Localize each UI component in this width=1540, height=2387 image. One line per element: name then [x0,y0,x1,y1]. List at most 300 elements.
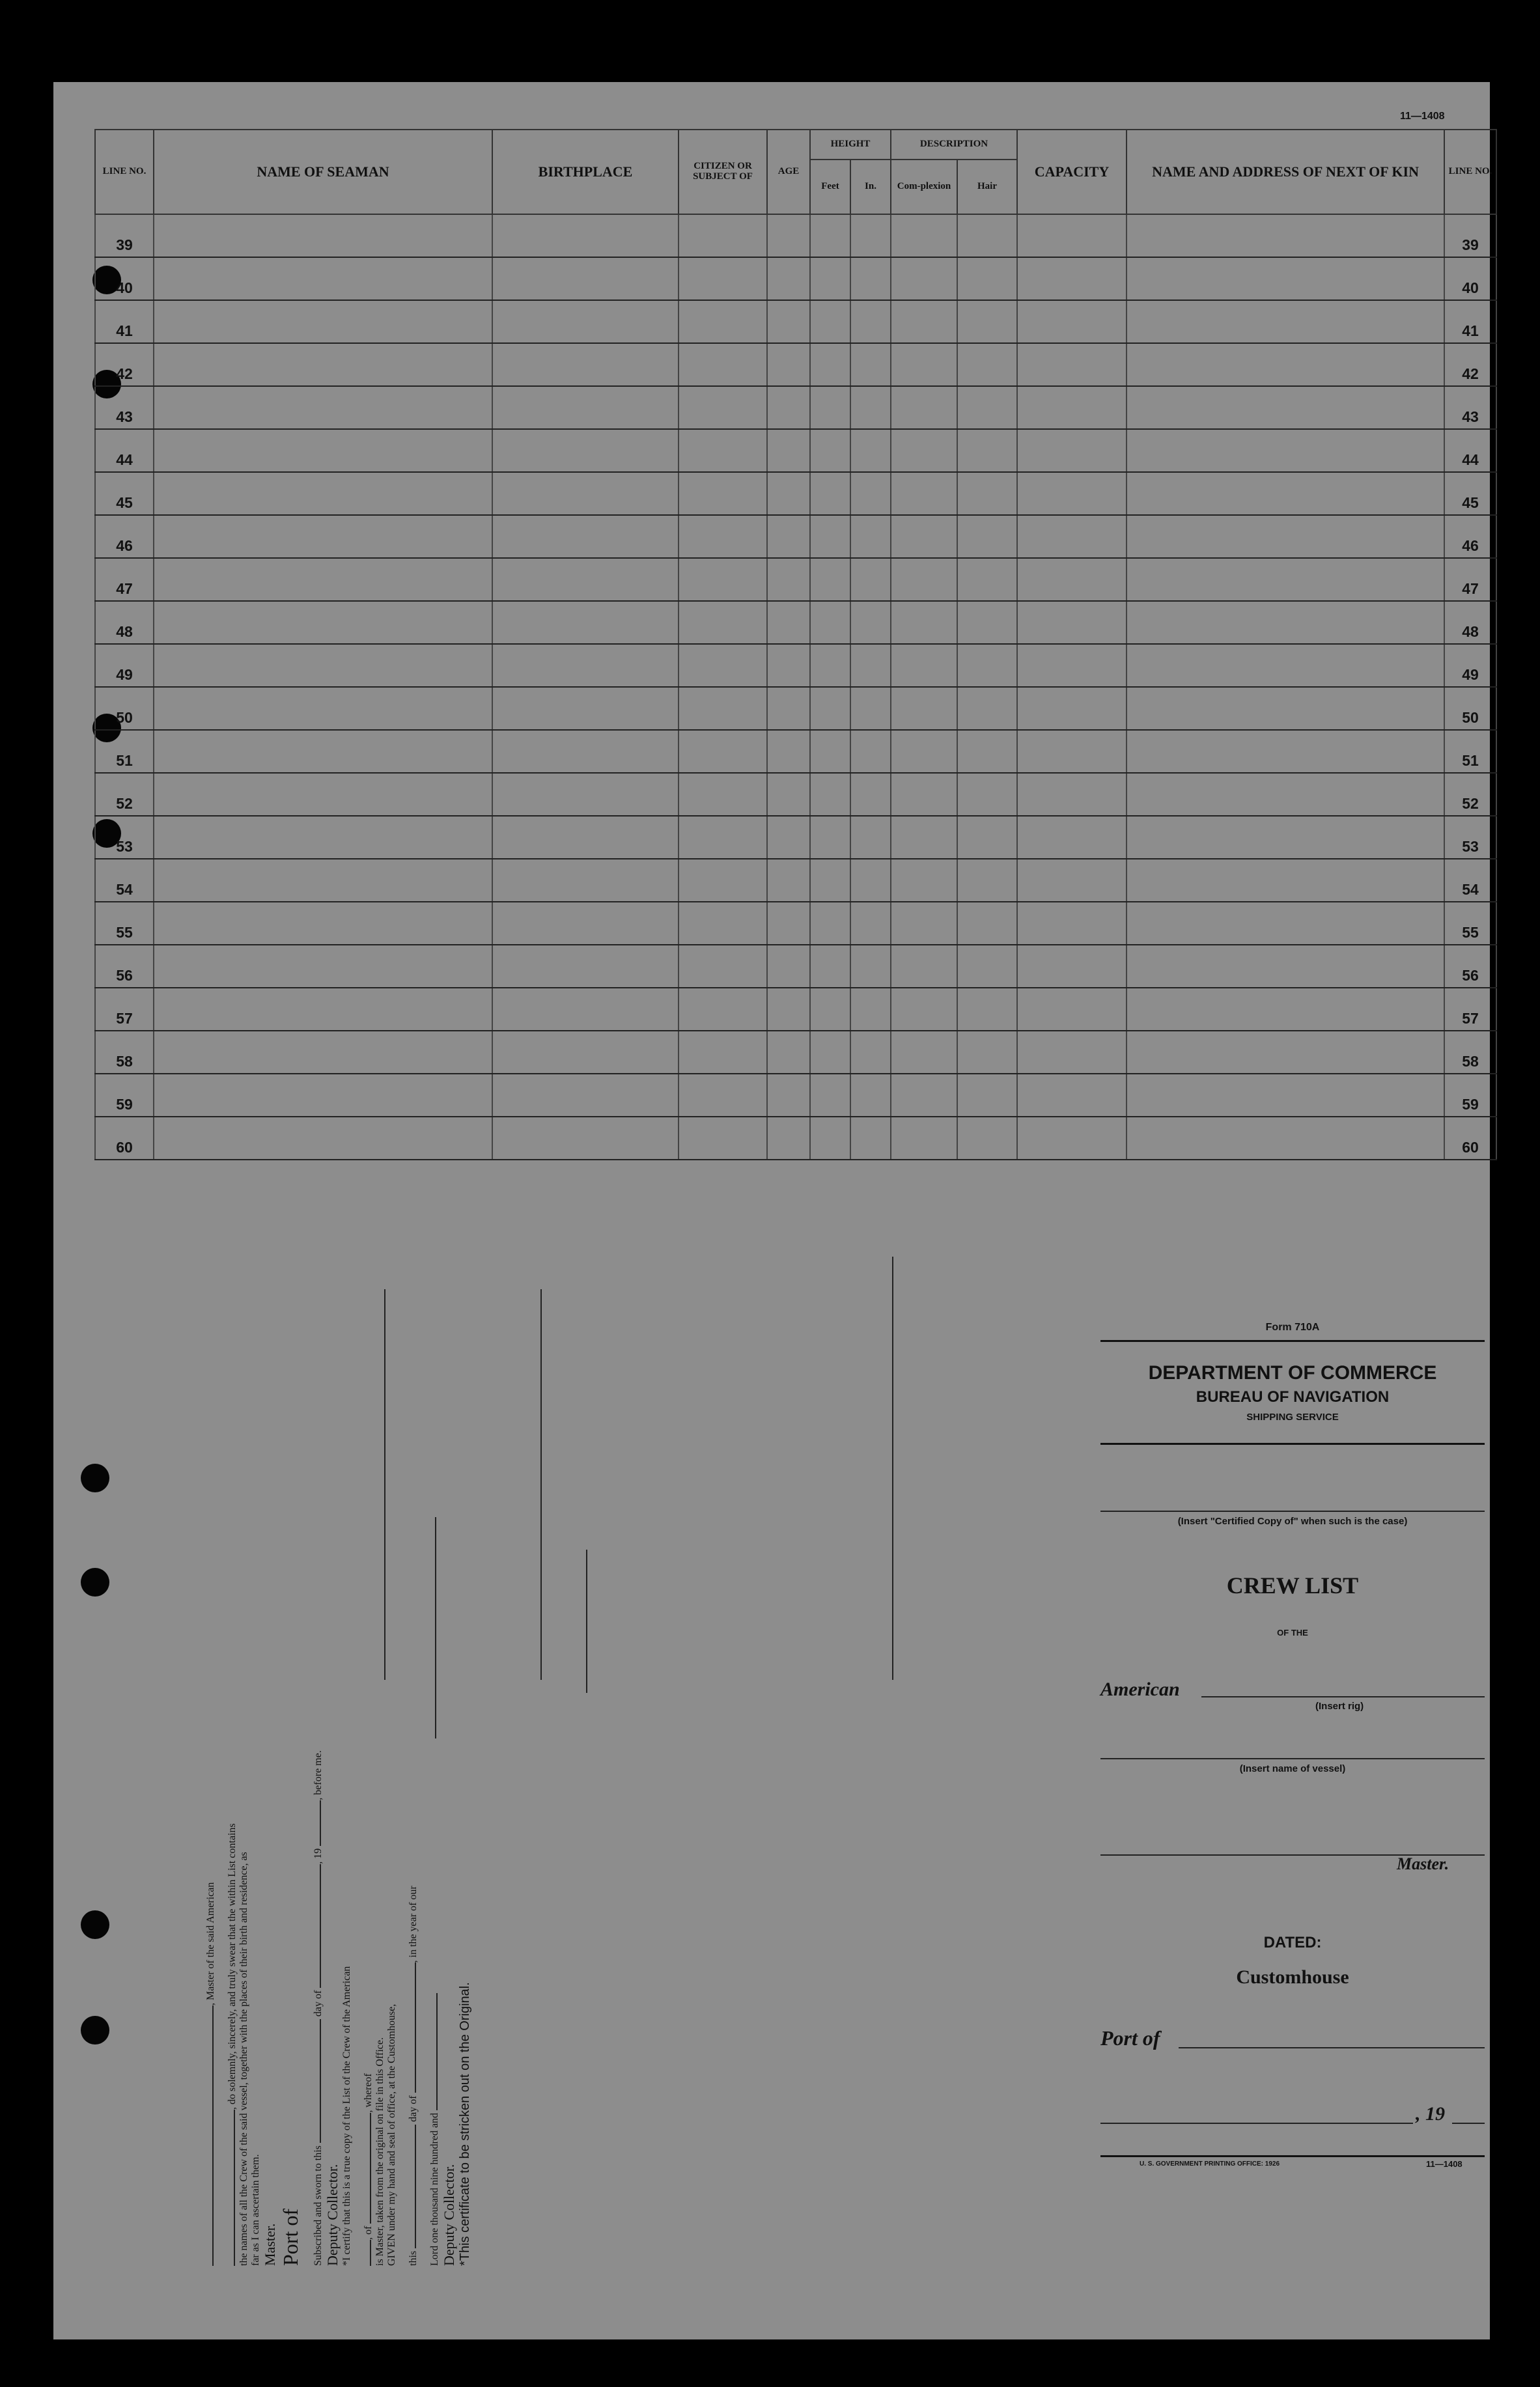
entry-cell[interactable] [957,386,1017,429]
entry-cell[interactable] [154,687,492,730]
entry-cell[interactable] [679,214,767,257]
entry-cell[interactable] [891,730,957,773]
entry-cell[interactable] [492,1031,679,1074]
entry-cell[interactable] [957,214,1017,257]
entry-cell[interactable] [679,730,767,773]
entry-cell[interactable] [957,558,1017,601]
entry-cell[interactable] [154,386,492,429]
entry-cell[interactable] [679,558,767,601]
entry-cell[interactable] [679,859,767,902]
entry-cell[interactable] [891,343,957,386]
entry-cell[interactable] [810,644,850,687]
entry-cell[interactable] [850,214,891,257]
entry-cell[interactable] [767,300,810,343]
entry-cell[interactable] [850,343,891,386]
entry-cell[interactable] [492,558,679,601]
entry-cell[interactable] [767,859,810,902]
entry-cell[interactable] [850,558,891,601]
entry-cell[interactable] [1017,902,1127,945]
entry-cell[interactable] [1017,429,1127,472]
entry-cell[interactable] [767,1074,810,1117]
entry-cell[interactable] [957,859,1017,902]
entry-cell[interactable] [850,601,891,644]
entry-cell[interactable] [154,988,492,1031]
entry-cell[interactable] [891,773,957,816]
header-feet: Feet [810,160,850,214]
entry-cell[interactable] [767,386,810,429]
entry-cell[interactable] [1017,687,1127,730]
entry-cell[interactable] [679,343,767,386]
entry-cell[interactable] [679,386,767,429]
entry-cell[interactable] [957,988,1017,1031]
entry-cell[interactable] [679,429,767,472]
entry-cell[interactable] [891,257,957,300]
entry-cell[interactable] [810,300,850,343]
entry-cell[interactable] [492,429,679,472]
entry-cell[interactable] [767,644,810,687]
entry-cell[interactable] [1017,257,1127,300]
entry-cell[interactable] [1127,1031,1444,1074]
entry-cell[interactable] [810,859,850,902]
entry-cell[interactable] [492,730,679,773]
entry-cell[interactable] [492,644,679,687]
entry-cell[interactable] [810,1031,850,1074]
entry-cell[interactable] [1127,1074,1444,1117]
entry-cell[interactable] [850,1031,891,1074]
entry-cell[interactable] [154,257,492,300]
entry-cell[interactable] [492,1117,679,1160]
row-line-number-right: 42 [1444,343,1496,386]
header-birthplace: BIRTHPLACE [492,130,679,214]
crew-table [94,129,1497,1160]
entry-cell[interactable] [767,558,810,601]
entry-cell[interactable] [492,515,679,558]
entry-cell[interactable] [1017,1074,1127,1117]
entry-cell[interactable] [1127,644,1444,687]
row-line-number: 54 [95,859,154,902]
entry-cell[interactable] [492,773,679,816]
entry-cell[interactable] [1017,343,1127,386]
cover-code: 11—1408 [1426,2159,1463,2169]
day-of-label: day of [313,1990,324,2017]
entry-cell[interactable] [1127,214,1444,257]
entry-cell[interactable] [810,343,850,386]
entry-cell[interactable] [891,1031,957,1074]
entry-cell[interactable] [850,730,891,773]
entry-cell[interactable] [810,773,850,816]
entry-cell[interactable] [850,472,891,515]
entry-cell[interactable] [767,214,810,257]
entry-cell[interactable] [1127,472,1444,515]
entry-cell[interactable] [1127,429,1444,472]
port-blank[interactable] [353,2113,371,2224]
entry-cell[interactable] [810,687,850,730]
entry-cell[interactable] [1127,386,1444,429]
table-row [95,644,1496,687]
entry-cell[interactable] [810,515,850,558]
entry-cell[interactable] [891,945,957,988]
row-line-number: 52 [95,773,154,816]
entry-cell[interactable] [154,859,492,902]
vessel-blank[interactable] [353,2240,371,2266]
entry-cell[interactable] [1017,644,1127,687]
row-line-number-right: 49 [1444,644,1496,687]
entry-cell[interactable] [767,1117,810,1160]
row-line-number: 50 [95,687,154,730]
entry-cell[interactable] [850,988,891,1031]
entry-cell[interactable] [492,816,679,859]
entry-cell[interactable] [679,773,767,816]
entry-cell[interactable] [1127,515,1444,558]
entry-cell[interactable] [957,300,1017,343]
entry-cell[interactable] [850,902,891,945]
entry-cell[interactable] [154,945,492,988]
header-citizen: CITIZEN OR SUBJECT OF [679,130,767,214]
entry-cell[interactable] [810,472,850,515]
entry-cell[interactable] [767,472,810,515]
entry-cell[interactable] [492,945,679,988]
oath-master-label: Master. [262,2223,278,2266]
entry-cell[interactable] [957,601,1017,644]
entry-cell[interactable] [850,1117,891,1160]
entry-cell[interactable] [492,300,679,343]
table-row [95,300,1496,343]
entry-cell[interactable] [492,214,679,257]
entry-cell[interactable] [891,687,957,730]
entry-cell[interactable] [1017,859,1127,902]
entry-cell[interactable] [891,214,957,257]
oath-deputy-collector: Deputy Collector. [324,2164,341,2266]
entry-cell[interactable] [767,257,810,300]
entry-cell[interactable] [492,601,679,644]
entry-cell[interactable] [1127,300,1444,343]
certificate-footnote: *This certificate to be stricken out on the Original. [458,1982,472,2266]
entry-cell[interactable] [679,902,767,945]
header-age: AGE [767,130,810,214]
entry-cell[interactable] [1017,988,1127,1031]
row-line-number-right: 55 [1444,902,1496,945]
entry-cell[interactable] [154,1117,492,1160]
before-me-label: , before me. [313,1750,324,1800]
entry-cell[interactable] [1127,988,1444,1031]
entry-cell[interactable] [679,1031,767,1074]
table-row [95,773,1496,816]
header-line-no: LINE NO. [95,130,154,214]
entry-cell[interactable] [1017,300,1127,343]
dated-label: DATED: [1263,1934,1322,1951]
entry-cell[interactable] [154,300,492,343]
entry-cell[interactable] [767,945,810,988]
entry-cell[interactable] [810,214,850,257]
service-title: SHIPPING SERVICE [1246,1412,1339,1423]
whereof-label: , whereof [363,2073,374,2113]
entry-cell[interactable] [679,472,767,515]
row-line-number: 47 [95,558,154,601]
master-name-blank[interactable] [195,2005,214,2266]
entry-cell[interactable] [154,644,492,687]
entry-cell[interactable] [154,515,492,558]
entry-cell[interactable] [850,386,891,429]
table-row [95,1074,1496,1117]
entry-cell[interactable] [154,558,492,601]
entry-cell[interactable] [1127,687,1444,730]
header-height: HEIGHT [810,130,891,160]
entry-cell[interactable] [679,1117,767,1160]
entry-cell[interactable] [891,601,957,644]
entry-cell[interactable] [1127,730,1444,773]
row-line-number-right: 52 [1444,773,1496,816]
row-line-number-right: 50 [1444,687,1496,730]
entry-cell[interactable] [957,816,1017,859]
entry-cell[interactable] [154,601,492,644]
entry-cell[interactable] [810,429,850,472]
entry-cell[interactable] [492,902,679,945]
entry-cell[interactable] [492,386,679,429]
entry-cell[interactable] [154,902,492,945]
entry-cell[interactable] [767,773,810,816]
entry-cell[interactable] [492,988,679,1031]
master-taken-text: is Master, taken from the original on file in this Office. [374,2037,385,2266]
department-title: DEPARTMENT OF COMMERCE [1148,1362,1437,1384]
year-19-cover: , 19 [1416,2103,1445,2125]
entry-cell[interactable] [810,988,850,1031]
entry-cell[interactable] [957,429,1017,472]
day-of-label-2: day of [408,2095,419,2122]
entry-cell[interactable] [891,1074,957,1117]
entry-cell[interactable] [679,300,767,343]
entry-cell[interactable] [891,816,957,859]
entry-cell[interactable] [767,816,810,859]
entry-cell[interactable] [679,515,767,558]
entry-cell[interactable] [1127,558,1444,601]
given-text: GIVEN under my hand and seal of office, at the Customhouse, [386,2003,397,2266]
entry-cell[interactable] [810,945,850,988]
entry-cell[interactable] [679,816,767,859]
entry-cell[interactable] [767,343,810,386]
row-line-number: 41 [95,300,154,343]
entry-cell[interactable] [1127,257,1444,300]
entry-cell[interactable] [492,687,679,730]
entry-cell[interactable] [492,343,679,386]
entry-cell[interactable] [679,257,767,300]
entry-cell[interactable] [767,1031,810,1074]
entry-cell[interactable] [1127,859,1444,902]
entry-cell[interactable] [1127,945,1444,988]
row-line-number-right: 41 [1444,300,1496,343]
entry-cell[interactable] [810,386,850,429]
entry-cell[interactable] [850,644,891,687]
row-line-number-right: 43 [1444,386,1496,429]
entry-cell[interactable] [957,1117,1017,1160]
entry-cell[interactable] [1017,558,1127,601]
oath-line-3: the names of all the Crew of the said vessel, together with the places of their birth and residence, as [238,1852,249,2266]
entry-cell[interactable] [767,515,810,558]
entry-cell[interactable] [1017,945,1127,988]
table-row [95,343,1496,386]
entry-cell[interactable] [850,816,891,859]
entry-cell[interactable] [154,214,492,257]
row-line-number-right: 56 [1444,945,1496,988]
entry-cell[interactable] [957,902,1017,945]
row-line-number: 56 [95,945,154,988]
entry-cell[interactable] [850,945,891,988]
entry-cell[interactable] [492,859,679,902]
entry-cell[interactable] [154,1074,492,1117]
oath-line-4: far as I can ascertain them. [250,2154,261,2266]
entry-cell[interactable] [492,257,679,300]
entry-cell[interactable] [850,1074,891,1117]
entry-cell[interactable] [1017,214,1127,257]
certify-text: *I certify that this is a true copy of the List of the Crew of the American [341,1966,352,2266]
entry-cell[interactable] [1017,730,1127,773]
entry-cell[interactable] [767,687,810,730]
entry-cell[interactable] [679,687,767,730]
entry-cell[interactable] [850,515,891,558]
entry-cell[interactable] [810,1117,850,1160]
entry-cell[interactable] [850,773,891,816]
subscribed-year-blank[interactable] [303,1800,321,1846]
entry-cell[interactable] [679,644,767,687]
master-label: Master. [1397,1854,1449,1873]
entry-cell[interactable] [891,644,957,687]
row-line-number-right: 57 [1444,988,1496,1031]
entry-cell[interactable] [767,902,810,945]
row-line-number: 51 [95,730,154,773]
entry-cell[interactable] [1017,601,1127,644]
entry-cell[interactable] [850,687,891,730]
entry-cell[interactable] [810,601,850,644]
entry-cell[interactable] [957,515,1017,558]
entry-cell[interactable] [1127,601,1444,644]
entry-cell[interactable] [957,1031,1017,1074]
entry-cell[interactable] [810,902,850,945]
entry-cell[interactable] [891,429,957,472]
entry-cell[interactable] [154,429,492,472]
entry-cell[interactable] [957,687,1017,730]
row-line-number: 55 [95,902,154,945]
entry-cell[interactable] [957,730,1017,773]
entry-cell[interactable] [1017,773,1127,816]
entry-cell[interactable] [1127,902,1444,945]
entry-cell[interactable] [679,1074,767,1117]
entry-cell[interactable] [1017,515,1127,558]
table-row [95,386,1496,429]
entry-cell[interactable] [492,472,679,515]
entry-cell[interactable] [154,1031,492,1074]
entry-cell[interactable] [891,902,957,945]
entry-cell[interactable] [957,644,1017,687]
entry-cell[interactable] [679,945,767,988]
subscribed-month-blank[interactable] [303,1864,321,1988]
table-row [95,515,1496,558]
entry-cell[interactable] [810,816,850,859]
entry-cell[interactable] [891,386,957,429]
entry-cell[interactable] [767,429,810,472]
given-day-blank[interactable] [398,2125,416,2248]
row-line-number-right: 46 [1444,515,1496,558]
entry-cell[interactable] [679,988,767,1031]
entry-cell[interactable] [810,1074,850,1117]
entry-cell[interactable] [1127,773,1444,816]
insert-rig-note: (Insert rig) [1315,1701,1364,1712]
entry-cell[interactable] [154,472,492,515]
oath-line-1: , Master of the said American [205,1882,216,2005]
row-line-number-right: 47 [1444,558,1496,601]
entry-cell[interactable] [850,859,891,902]
year-blank[interactable] [419,1993,438,2110]
entry-cell[interactable] [154,343,492,386]
entry-cell[interactable] [891,1117,957,1160]
entry-cell[interactable] [891,300,957,343]
table-row [95,1117,1496,1160]
form-710a-cover [1100,1322,1485,2168]
entry-cell[interactable] [891,859,957,902]
entry-cell[interactable] [767,988,810,1031]
entry-cell[interactable] [492,1074,679,1117]
entry-cell[interactable] [1017,472,1127,515]
entry-cell[interactable] [154,730,492,773]
entry-cell[interactable] [891,472,957,515]
entry-cell[interactable] [767,730,810,773]
master-name-blank-2[interactable] [217,2110,235,2266]
entry-cell[interactable] [154,816,492,859]
table-row [95,601,1496,644]
customhouse-label: Customhouse [1236,1966,1349,1988]
entry-cell[interactable] [1127,1117,1444,1160]
row-line-number-right: 53 [1444,816,1496,859]
entry-cell[interactable] [154,773,492,816]
entry-cell[interactable] [1017,1117,1127,1160]
row-line-number: 49 [95,644,154,687]
crew-list-title: CREW LIST [1226,1572,1359,1598]
entry-cell[interactable] [957,773,1017,816]
subscribed-day-blank[interactable] [303,2019,321,2143]
entry-cell[interactable] [957,472,1017,515]
entry-cell[interactable] [1127,343,1444,386]
entry-cell[interactable] [1017,816,1127,859]
oath-port-of: Port of [279,2209,302,2266]
table-row [95,687,1496,730]
year-19-label: , 19 [313,1848,324,1864]
entry-cell[interactable] [810,257,850,300]
entry-cell[interactable] [810,730,850,773]
entry-cell[interactable] [1127,816,1444,859]
entry-cell[interactable] [891,558,957,601]
table-row [95,558,1496,601]
header-description: DESCRIPTION [891,130,1017,160]
punch-hole [81,1910,109,1939]
entry-cell[interactable] [957,257,1017,300]
entry-cell[interactable] [891,988,957,1031]
table-row [95,730,1496,773]
entry-cell[interactable] [957,343,1017,386]
entry-cell[interactable] [1017,386,1127,429]
entry-cell[interactable] [810,558,850,601]
entry-cell[interactable] [850,300,891,343]
entry-cell[interactable] [957,945,1017,988]
entry-cell[interactable] [850,257,891,300]
entry-cell[interactable] [891,515,957,558]
entry-cell[interactable] [957,1074,1017,1117]
entry-cell[interactable] [850,429,891,472]
entry-cell[interactable] [767,601,810,644]
printing-office-note: U. S. GOVERNMENT PRINTING OFFICE: 1926 [1140,2160,1280,2168]
punch-hole [81,1464,109,1492]
given-month-blank[interactable] [398,1962,416,2093]
row-line-number: 40 [95,257,154,300]
entry-cell[interactable] [1017,1031,1127,1074]
entry-cell[interactable] [679,601,767,644]
